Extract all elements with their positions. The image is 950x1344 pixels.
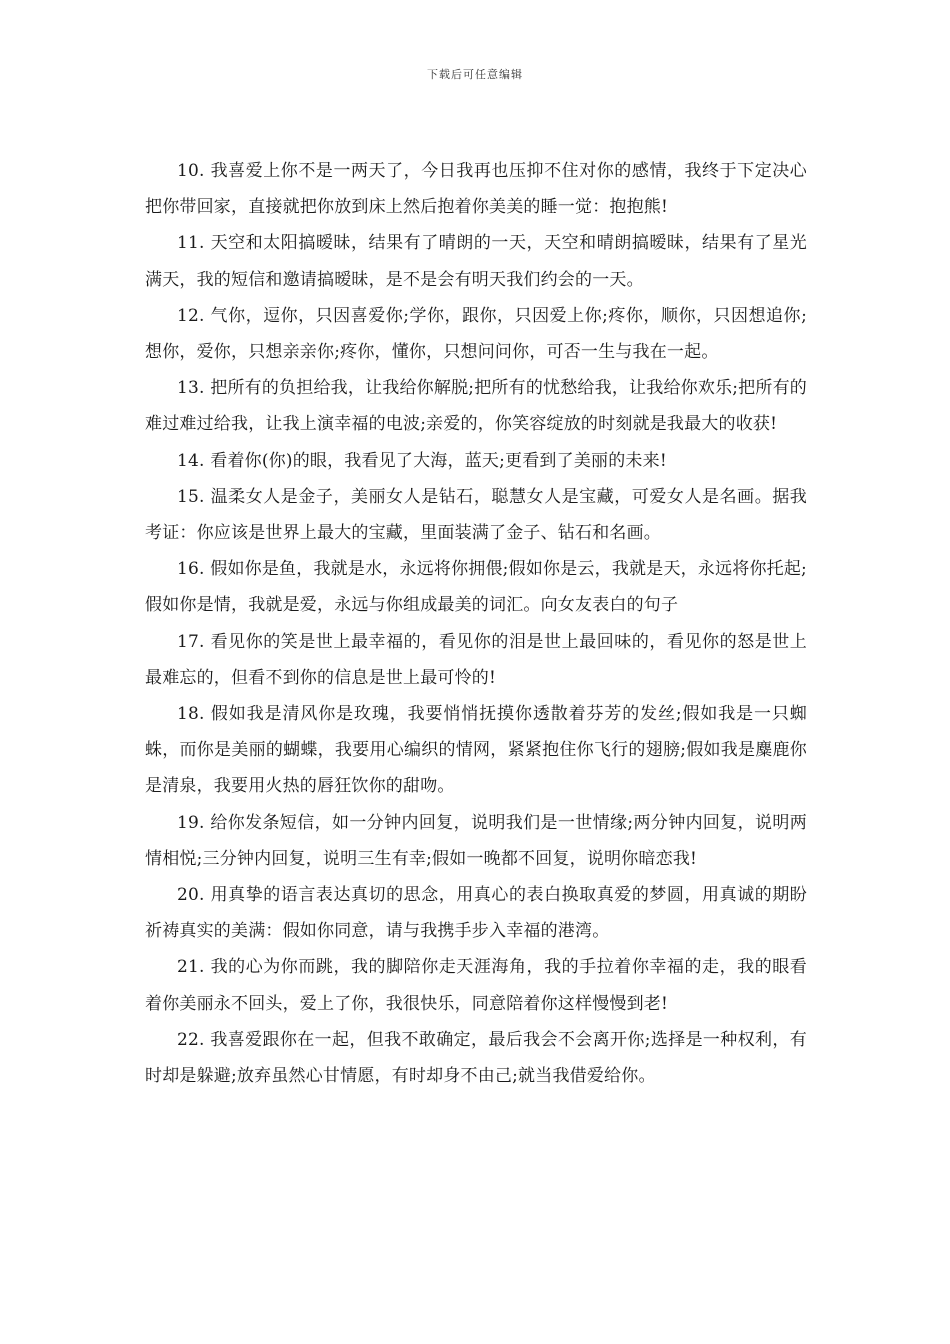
paragraph-22: 22. 我喜爱跟你在一起，但我不敢确定，最后我会不会离开你;选择是一种权利，有时却是躲避;放弃虽然心甘情愿，有时却身不由己;就当我借爱给你。 (145, 1029, 807, 1087)
paragraph-12: 12. 气你，逗你，只因喜爱你;学你，跟你，只因爱上你;疼你，顺你，只因想追你;想你，爱你，只想亲亲你;疼你，懂你，只想问问你，可否一生与我在一起。 (145, 305, 807, 363)
page-header: 下载后可任意编辑 (427, 68, 523, 81)
paragraph-21: 21. 我的心为你而跳，我的脚陪你走天涯海角，我的手拉着你幸福的走，我的眼看着你美丽永不回头，爱上了你，我很快乐，同意陪着你这样慢慢到老! (145, 957, 807, 1014)
paragraph-20: 20. 用真挚的语言表达真切的思念，用真心的表白换取真爱的梦圆，用真诚的期盼祈祷真实的美满：假如你同意，请与我携手步入幸福的港湾。 (145, 885, 807, 942)
paragraph-13: 13. 把所有的负担给我，让我给你解脱;把所有的忧愁给我，让我给你欢乐;把所有的难过难过给我，让我上演幸福的电波;亲爱的，你笑容绽放的时刻就是我最大的收获! (145, 378, 807, 435)
paragraph-15: 15. 温柔女人是金子，美丽女人是钻石，聪慧女人是宝藏，可爱女人是名画。据我考证：你应该是世界上最大的宝藏，里面装满了金子、钻石和名画。 (145, 486, 807, 544)
paragraph-10: 10. 我喜爱上你不是一两天了，今日我再也压抑不住对你的感情，我终于下定决心把你带回家，直接就把你放到床上然后抱着你美美的睡一觉：抱抱熊! (145, 161, 807, 218)
paragraph-17: 17. 看见你的笑是世上最幸福的，看见你的泪是世上最回味的，看见你的怒是世上最难忘的，但看不到你的信息是世上最可怜的! (145, 631, 807, 688)
paragraph-14: 14. 看着你(你)的眼，我看见了大海，蓝天;更看到了美丽的未来! (177, 450, 667, 471)
paragraph-16: 16. 假如你是鱼，我就是水，永远将你拥偎;假如你是云，我就是天，永远将你托起;假如你是情，我就是爱，永远与你组成最美的词汇。向女友表白的句子 (145, 559, 807, 616)
paragraph-18: 18. 假如我是清风你是玫瑰，我要悄悄抚摸你透散着芬芳的发丝;假如我是一只蜘蛛，而你是美丽的蝴蝶，我要用心编织的情网，紧紧抱住你飞行的翅膀;假如我是麋鹿你是清泉，我要用火热的唇狂饮你的甜吻。 (145, 704, 807, 797)
paragraph-19: 19. 给你发条短信，如一分钟内回复，说明我们是一世情缘;两分钟内回复，说明两情相悦;三分钟内回复，说明三生有幸;假如一晚都不回复，说明你暗恋我! (145, 812, 807, 869)
paragraph-11: 11. 天空和太阳搞暧昧，结果有了晴朗的一天，天空和晴朗搞暧昧，结果有了星光满天，我的短信和邀请搞暧昧，是不是会有明天我们约会的一天。 (145, 233, 807, 290)
document-body (145, 153, 807, 1094)
